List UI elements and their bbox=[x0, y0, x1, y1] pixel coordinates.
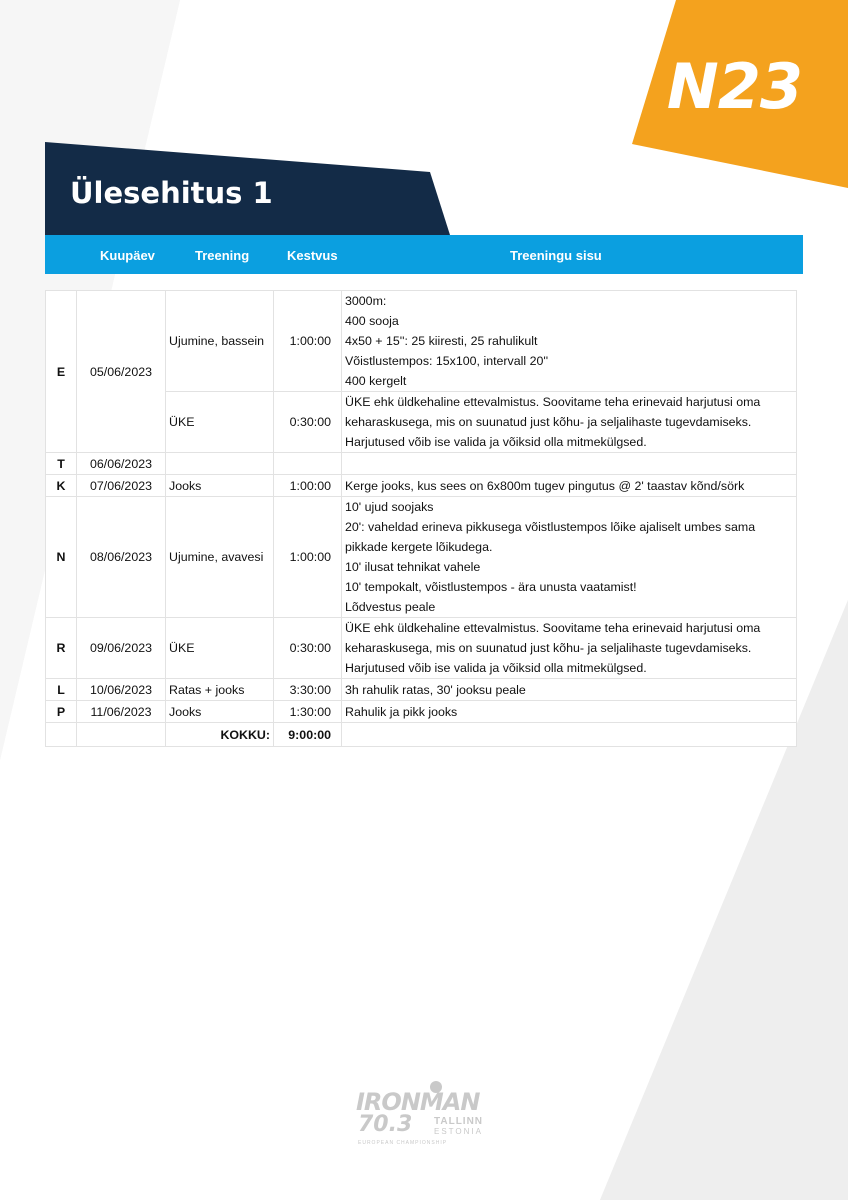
training-cell bbox=[166, 453, 274, 475]
content-line: 400 sooja bbox=[345, 314, 399, 328]
date-cell: 06/06/2023 bbox=[77, 453, 166, 475]
content-line: 10' tempokalt, võistlustempos - ära unusta vaatamist! bbox=[345, 580, 637, 594]
logo-brand: IRONMAN bbox=[356, 1088, 480, 1116]
day-letter: E bbox=[46, 291, 77, 453]
content-line: 400 kergelt bbox=[345, 374, 407, 388]
table-row bbox=[46, 453, 797, 475]
duration-cell: 3:30:00 bbox=[274, 679, 342, 701]
table-row bbox=[46, 701, 797, 723]
content-line: pikkade kergete lõikudega. bbox=[345, 540, 493, 554]
content-line: 10' ilusat tehnikat vahele bbox=[345, 560, 481, 574]
content-line: 10' ujud soojaks bbox=[345, 500, 434, 514]
content-cell bbox=[342, 497, 797, 618]
logo-country: ESTONIA bbox=[434, 1127, 483, 1136]
content-line: Harjutused võib ise valida ja võiksid olla mitmekülgsed. bbox=[345, 435, 647, 449]
duration-cell: 1:00:00 bbox=[274, 475, 342, 497]
date-cell: 11/06/2023 bbox=[77, 701, 166, 723]
day-letter: R bbox=[46, 618, 77, 679]
table-row bbox=[46, 475, 797, 497]
empty-cell bbox=[46, 723, 77, 747]
content-cell bbox=[342, 291, 797, 392]
ironman-logo bbox=[356, 1078, 496, 1150]
training-cell: ÜKE bbox=[166, 392, 274, 453]
training-cell: Ratas + jooks bbox=[166, 679, 274, 701]
page-title: Ülesehitus 1 bbox=[70, 176, 273, 210]
duration-cell: 0:30:00 bbox=[274, 392, 342, 453]
content-line: 4x50 + 15'': 25 kiiresti, 25 rahulikult bbox=[345, 334, 538, 348]
training-cell: Ujumine, bassein bbox=[166, 291, 274, 392]
content-line bbox=[345, 454, 793, 474]
date-cell: 10/06/2023 bbox=[77, 679, 166, 701]
empty-cell bbox=[342, 723, 797, 747]
date-cell: 07/06/2023 bbox=[77, 475, 166, 497]
duration-cell: 0:30:00 bbox=[274, 618, 342, 679]
col-header-duration: Kestvus bbox=[287, 248, 338, 263]
content-line: 3h rahulik ratas, 30' jooksu peale bbox=[345, 682, 526, 697]
col-header-training: Treening bbox=[195, 248, 250, 263]
training-cell: Ujumine, avavesi bbox=[166, 497, 274, 618]
schedule-table bbox=[45, 290, 797, 747]
day-letter: K bbox=[46, 475, 77, 497]
training-cell: Jooks bbox=[166, 475, 274, 497]
content-line: Kerge jooks, kus sees on 6x800m tugev pingutus @ 2' taastav kõnd/sörk bbox=[345, 478, 745, 493]
total-row bbox=[46, 723, 797, 747]
content-cell bbox=[342, 618, 797, 679]
content-line: ÜKE ehk üldkehaline ettevalmistus. Soovitame teha erinevaid harjutusi oma bbox=[345, 395, 761, 409]
col-header-content: Treeningu sisu bbox=[510, 248, 602, 263]
table-row bbox=[46, 618, 797, 679]
content-line: keharaskusega, mis on suunatud just kõhu- ja seljalihaste tugevdamiseks. bbox=[345, 415, 752, 429]
date-cell: 08/06/2023 bbox=[77, 497, 166, 618]
duration-cell: 1:00:00 bbox=[274, 497, 342, 618]
table-row bbox=[46, 679, 797, 701]
content-line: ÜKE ehk üldkehaline ettevalmistus. Soovitame teha erinevaid harjutusi oma bbox=[345, 621, 761, 635]
content-line: keharaskusega, mis on suunatud just kõhu- ja seljalihaste tugevdamiseks. bbox=[345, 641, 752, 655]
total-value: 9:00:00 bbox=[274, 723, 342, 747]
content-line: Võistlustempos: 15x100, intervall 20'' bbox=[345, 354, 549, 368]
total-label: KOKKU: bbox=[166, 723, 274, 747]
table-row bbox=[46, 497, 797, 618]
content-cell bbox=[342, 392, 797, 453]
col-header-date: Kuupäev bbox=[100, 248, 155, 263]
logo-distance: 70.3 bbox=[358, 1112, 413, 1137]
training-cell: ÜKE bbox=[166, 618, 274, 679]
duration-cell: 1:30:00 bbox=[274, 701, 342, 723]
badge-label: N23 bbox=[666, 50, 802, 123]
day-letter: L bbox=[46, 679, 77, 701]
duration-cell: 1:00:00 bbox=[274, 291, 342, 392]
logo-city: TALLINN bbox=[434, 1116, 484, 1127]
content-line: Harjutused võib ise valida ja võiksid olla mitmekülgsed. bbox=[345, 661, 647, 675]
duration-cell bbox=[274, 453, 342, 475]
content-cell bbox=[342, 679, 797, 701]
content-cell bbox=[342, 701, 797, 723]
content-line: 20': vaheldad erineva pikkusega võistlustempos lõike ajaliselt umbes sama bbox=[345, 520, 756, 534]
content-line: 3000m: bbox=[345, 294, 387, 308]
table-header bbox=[45, 235, 803, 274]
content-cell bbox=[342, 453, 797, 475]
date-cell: 05/06/2023 bbox=[77, 291, 166, 453]
day-letter: P bbox=[46, 701, 77, 723]
date-cell: 09/06/2023 bbox=[77, 618, 166, 679]
empty-cell bbox=[77, 723, 166, 747]
training-cell: Jooks bbox=[166, 701, 274, 723]
content-line: Rahulik ja pikk jooks bbox=[345, 704, 458, 719]
day-letter: T bbox=[46, 453, 77, 475]
table-row bbox=[46, 291, 797, 392]
logo-event: EUROPEAN CHAMPIONSHIP bbox=[358, 1140, 448, 1146]
day-letter: N bbox=[46, 497, 77, 618]
content-cell bbox=[342, 475, 797, 497]
content-line: Lõdvestus peale bbox=[345, 600, 436, 614]
